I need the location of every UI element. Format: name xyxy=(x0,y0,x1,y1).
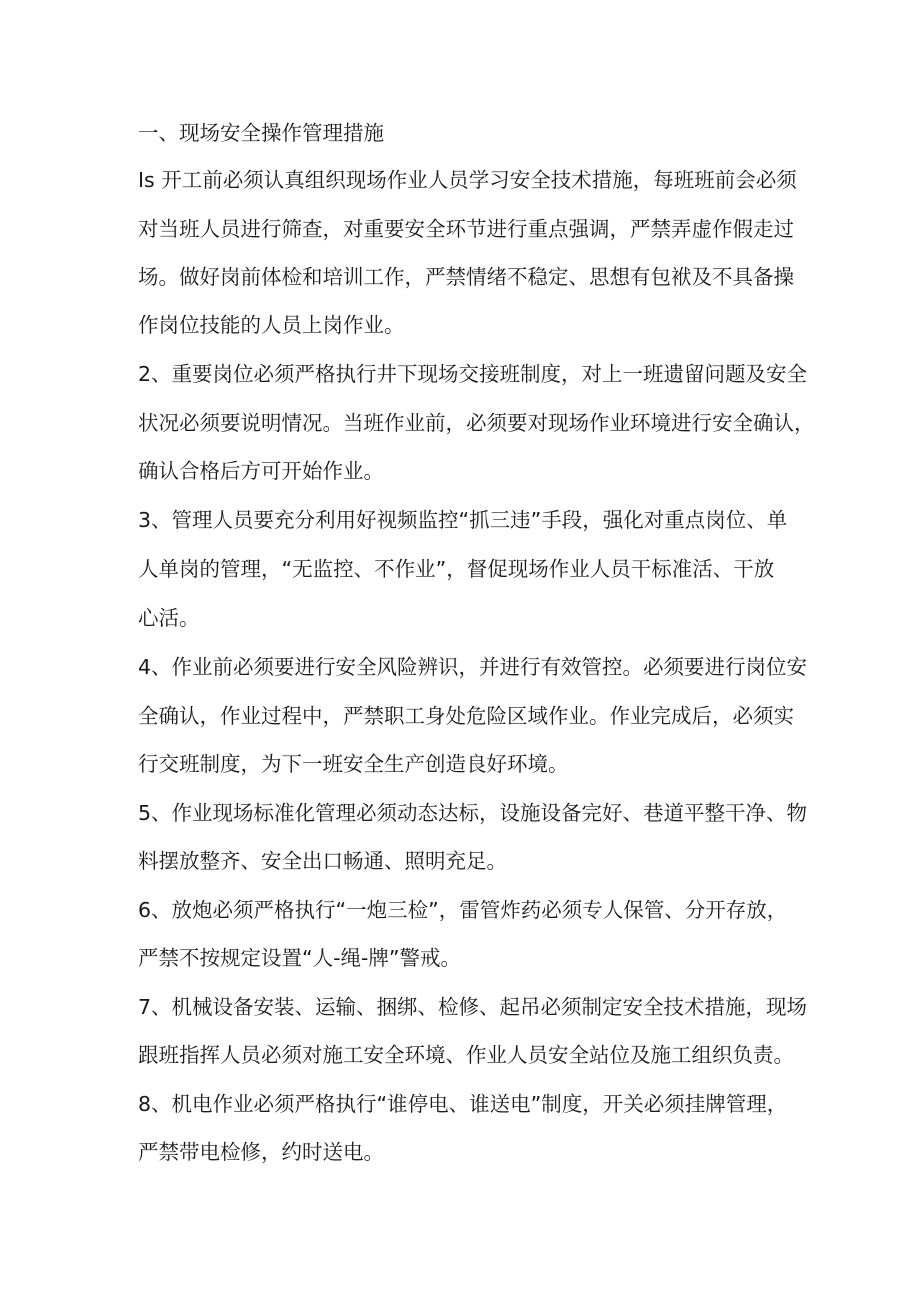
paragraph-5-line-2: 料摆放整齐、安全出口畅通、照明充足。 xyxy=(138,849,507,873)
paragraph-7-line-1: 7、机械设备安装、运输、捆绑、检修、起吊必须制定安全技术措施，现场 xyxy=(138,995,808,1019)
paragraph-4-line-1: 4、作业前必须要进行安全风险辨识，并进行有效管控。必须要进行岗位安 xyxy=(138,655,808,679)
paragraph-1-line-1: Is 开工前必须认真组织现场作业人员学习安全技术措施，每班班前会必须 xyxy=(138,168,797,192)
paragraph-5-line-1: 5、作业现场标准化管理必须动态达标，设施设备完好、巷道平整干净、物 xyxy=(138,801,808,825)
paragraph-1-line-3: 场。做好岗前体检和培训工作，严禁情绪不稳定、思想有包袱及不具备操 xyxy=(138,265,794,289)
paragraph-7-line-2: 跟班指挥人员必须对施工安全环境、作业人员安全站位及施工组织负责。 xyxy=(138,1043,794,1067)
paragraph-4-line-3: 行交班制度，为下一班安全生产创造良好环境。 xyxy=(138,752,569,776)
paragraph-1-line-2: 对当班人员进行筛查，对重要安全环节进行重点强调，严禁弄虚作假走过 xyxy=(138,217,794,241)
paragraph-3-line-2: 人单岗的管理，“无监控、不作业”，督促现场作业人员干标准活、干放 xyxy=(138,557,775,581)
section-heading: 一、现场安全操作管理措施 xyxy=(138,121,384,145)
paragraph-6-line-1: 6、放炮必须严格执行“一炮三检”，雷管炸药必须专人保管、分开存放， xyxy=(138,898,788,922)
paragraph-3-line-3: 心活。 xyxy=(138,606,200,630)
paragraph-6-line-2: 严禁不按规定设置“人-绳-牌”警戒。 xyxy=(138,946,462,970)
paragraph-1-line-4: 作岗位技能的人员上岗作业。 xyxy=(138,313,405,337)
paragraph-2-line-2: 状况必须要说明情况。当班作业前，必须要对现场作业环境进行安全确认， xyxy=(138,411,815,435)
paragraph-8-line-1: 8、机电作业必须严格执行“谁停电、谁送电”制度，开关必须挂牌管理， xyxy=(138,1092,788,1116)
paragraph-4-line-2: 全确认，作业过程中，严禁职工身处危险区域作业。作业完成后，必须实 xyxy=(138,704,794,728)
paragraph-3-line-1: 3、管理人员要充分利用好视频监控“抓三违”手段，强化对重点岗位、单 xyxy=(138,508,788,532)
paragraph-2-line-1: 2、重要岗位必须严格执行井下现场交接班制度，对上一班遗留问题及安全 xyxy=(138,362,808,386)
paragraph-2-line-3: 确认合格后方可开始作业。 xyxy=(138,459,384,483)
paragraph-8-line-2: 严禁带电检修，约时送电。 xyxy=(138,1140,384,1164)
